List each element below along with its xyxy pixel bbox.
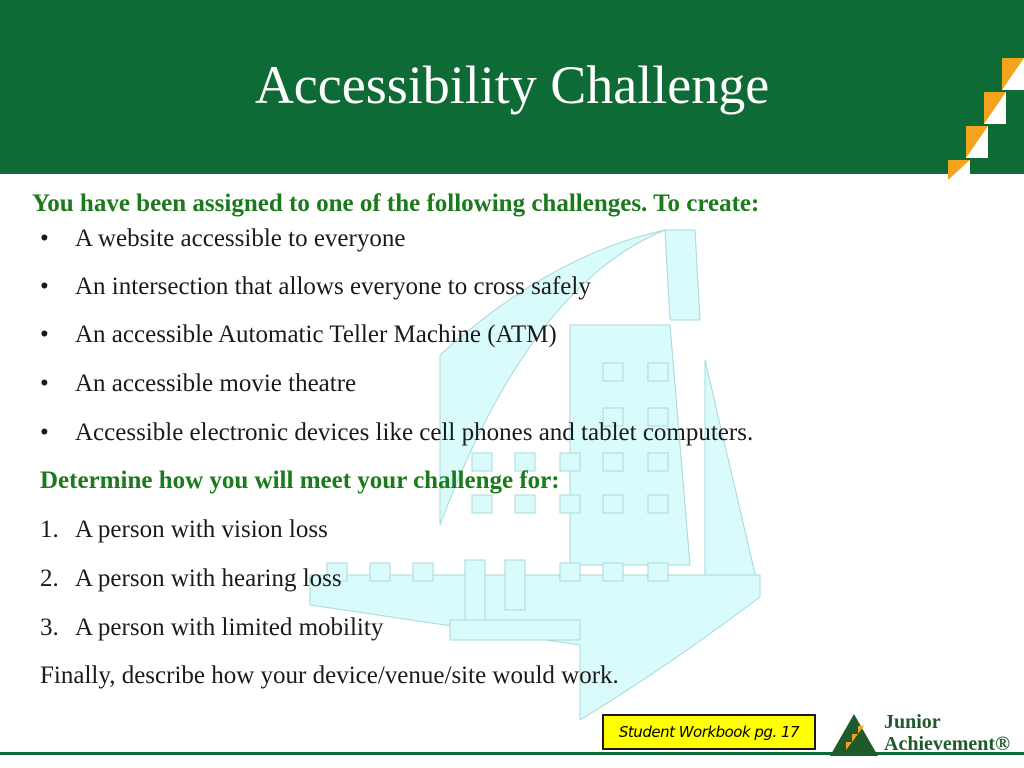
junior-achievement-logo-text bbox=[884, 712, 1010, 754]
number-marker: 3. bbox=[40, 614, 59, 641]
closing-text: Finally, describe how your device/venue/site would work. bbox=[40, 662, 619, 689]
numbered-text: A person with vision loss bbox=[75, 516, 328, 543]
bullet-item bbox=[40, 273, 591, 301]
bullet-marker: • bbox=[40, 321, 49, 348]
workbook-reference-badge: Student Workbook pg. 17 bbox=[602, 714, 816, 750]
bullet-item bbox=[40, 370, 356, 398]
bullet-item bbox=[40, 419, 753, 447]
numbered-item bbox=[40, 516, 328, 544]
bullet-text: A website accessible to everyone bbox=[75, 225, 406, 252]
bullet-marker: • bbox=[40, 273, 49, 300]
number-marker: 2. bbox=[40, 565, 59, 592]
bullet-text: Accessible electronic devices like cell phones and tablet computers. bbox=[75, 419, 754, 446]
numbered-item bbox=[40, 565, 342, 593]
number-marker: 1. bbox=[40, 516, 59, 543]
bullet-text: An intersection that allows everyone to cross safely bbox=[75, 273, 591, 300]
numbered-item bbox=[40, 614, 383, 642]
logo-line-1: Junior bbox=[884, 711, 941, 733]
bullet-item bbox=[40, 321, 557, 349]
bullet-text: An accessible movie theatre bbox=[75, 370, 357, 397]
bullet-item bbox=[40, 225, 405, 253]
junior-achievement-logo-icon bbox=[828, 712, 880, 758]
section-heading: Determine how you will meet your challenge for: bbox=[40, 467, 560, 494]
numbered-text: A person with hearing loss bbox=[75, 565, 342, 592]
bullet-marker: • bbox=[40, 225, 49, 252]
numbered-text: A person with limited mobility bbox=[75, 614, 384, 641]
slide-title: Accessibility Challenge bbox=[254, 55, 770, 115]
logo-line-2: Achievement® bbox=[884, 733, 1011, 755]
bullet-marker: • bbox=[40, 419, 49, 446]
bullet-marker: • bbox=[40, 370, 49, 397]
intro-heading: You have been assigned to one of the following challenges. To create: bbox=[32, 190, 760, 217]
bullet-text: An accessible Automatic Teller Machine (ATM) bbox=[75, 321, 557, 348]
